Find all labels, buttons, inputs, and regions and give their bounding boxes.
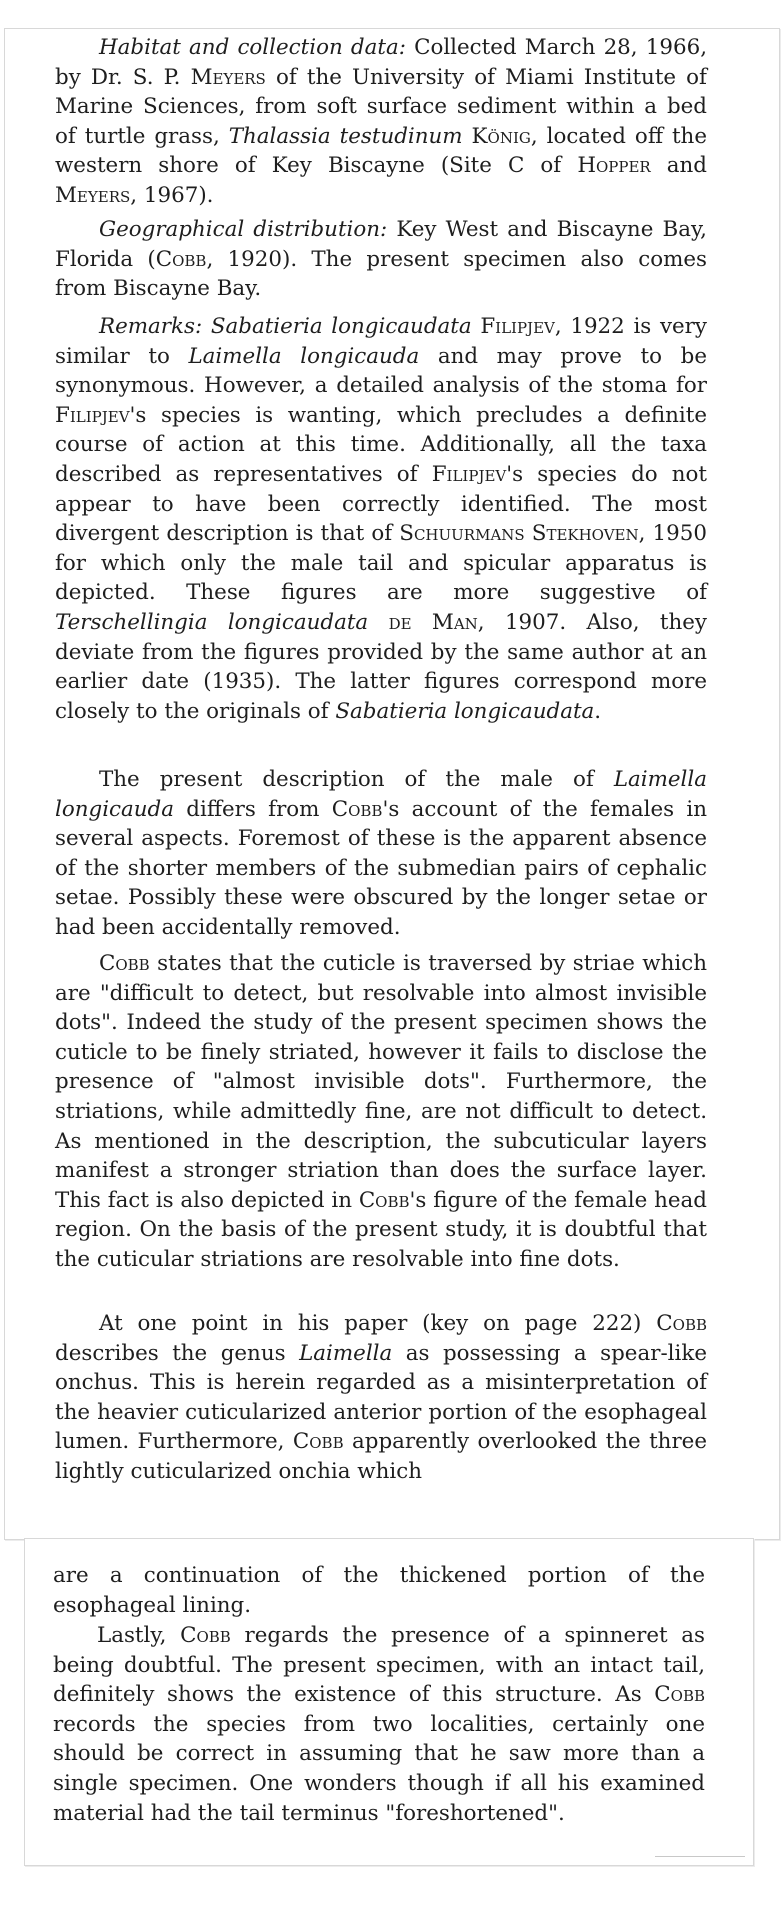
author-name: Filipjev [480, 314, 555, 339]
author-name: Filipjev [431, 461, 507, 487]
onchus-paragraph: At one point in his paper (key on page 222) Cobb describes the genus Laimella as possessing a spear-like onchus. This is herein regarded as a misinterpretation of the heavier cuticularized anterior portion of the esophageal lumen. Furthermore, Cobb apparently overlooked the three lightly cuticularized onchia which [55, 1311, 707, 1484]
author-name: Hopper [577, 153, 651, 179]
page-rule [655, 1856, 745, 1857]
author-name: Meyers [55, 182, 131, 208]
author-name: Meyers [190, 64, 266, 90]
lower-text-block [24, 1538, 754, 1866]
species-name: Thalassia testudinum [228, 123, 463, 149]
author-name: de Man [388, 609, 478, 635]
upper-text-block [4, 28, 780, 1540]
genus-name: Laimella [299, 1340, 393, 1366]
species-name: Terschellingia longicaudata [55, 609, 369, 635]
remarks-heading: Remarks: Sabatieria longicaudata [99, 314, 472, 339]
remarks-paragraph: Remarks: Sabatieria longicaudata Filipjev, 1922 is very similar to Laimella longicauda and may prove to be synonymous. However, a detailed analysis of the stoma for Filipjev's species is wanting, which precludes a definite course of action at this time. Additionally, all the taxa described as representatives of Filipjev's species do not appear to have been correctly identified. The most divergent description is that of Schuurmans Stekhoven, 1950 for which only the male tail and spicular apparatus is depicted. These figures are more suggestive of Terschellingia longicaudata de Man, 1907. Also, they deviate from the figures provided by the same author at an earlier date (1935). The latter figures correspond more closely to the originals of Sabatieria longicaudata. [55, 314, 707, 724]
author-name: Cobb [331, 796, 383, 822]
geographical-heading: Geographical distribution: [99, 217, 388, 242]
author-name: Schuurmans Stekhoven [399, 521, 639, 547]
author-name: Cobb [358, 1187, 410, 1213]
habitat-heading: Habitat and collection data: [99, 35, 406, 60]
habitat-paragraph: Habitat and collection data: Collected March 28, 1966, by Dr. S. P. Meyers of the University of Miami Institute of Marine Sciences, from soft surface sediment within a bed of turtle grass, Thalassia testudinum König, located off the western shore of Key Biscayne (Site C of Hopper and Meyers, 1967). [55, 35, 708, 208]
author-name: Cobb [654, 1682, 705, 1708]
cobb-cuticle-paragraph: Cobb states that the cuticle is traversed by striae which are "difficult to detect, but resolvable into almost invisible dots". Indeed the study of the present specimen shows the cuticle to be finely striated, however it fails to disclose the presence of "almost invisible dots". Furthermore, the striations, while admittedly fine, are not difficult to detect. As mentioned in the description, the subcuticular layers manifest a stronger striation than does the surface layer. This fact is also depicted in Cobb's figure of the female head region. On the basis of the present study, it is doubtful that the cuticular striations are resolvable into fine dots. [55, 951, 707, 1272]
spinneret-paragraph: Lastly, Cobb regards the presence of a spinneret as being doubtful. The present specimen, with an intact tail, definitely shows the existence of this structure. As Cobb records the species from two localities, certainly one should be correct in assuming that he saw more than a single specimen. One wonders though if all his examined material had the tail terminus "foreshortened". [53, 1623, 705, 1826]
author-name: Cobb [656, 1311, 707, 1336]
author-name: Cobb [99, 951, 150, 976]
species-name: Laimella longicauda [55, 767, 707, 822]
author-name: Cobb [292, 1429, 344, 1455]
present-description-paragraph: The present description of the male of Laimella longicauda differs from Cobb's account of the females in several aspects. Foremost of these is the apparent absence of the shorter members of the submedian pairs of cephalic setae. Possibly these were obscured by the longer setae or had been accidentally removed. [55, 767, 708, 940]
author-name: Cobb [155, 246, 207, 272]
species-name: Laimella longicauda [188, 343, 420, 369]
geographical-distribution-paragraph: Geographical distribution: Key West and Biscayne Bay, Florida (Cobb, 1920). The present specimen also comes from Biscayne Bay. [55, 217, 707, 302]
species-name: Sabatieria longicaudata [335, 698, 595, 724]
continuation-paragraph: are a continuation of the thickened portion of the esophageal lining. [53, 1563, 705, 1618]
author-name: König [471, 123, 531, 149]
author-name: Cobb [180, 1623, 231, 1648]
author-name: Filipjev [55, 402, 130, 428]
